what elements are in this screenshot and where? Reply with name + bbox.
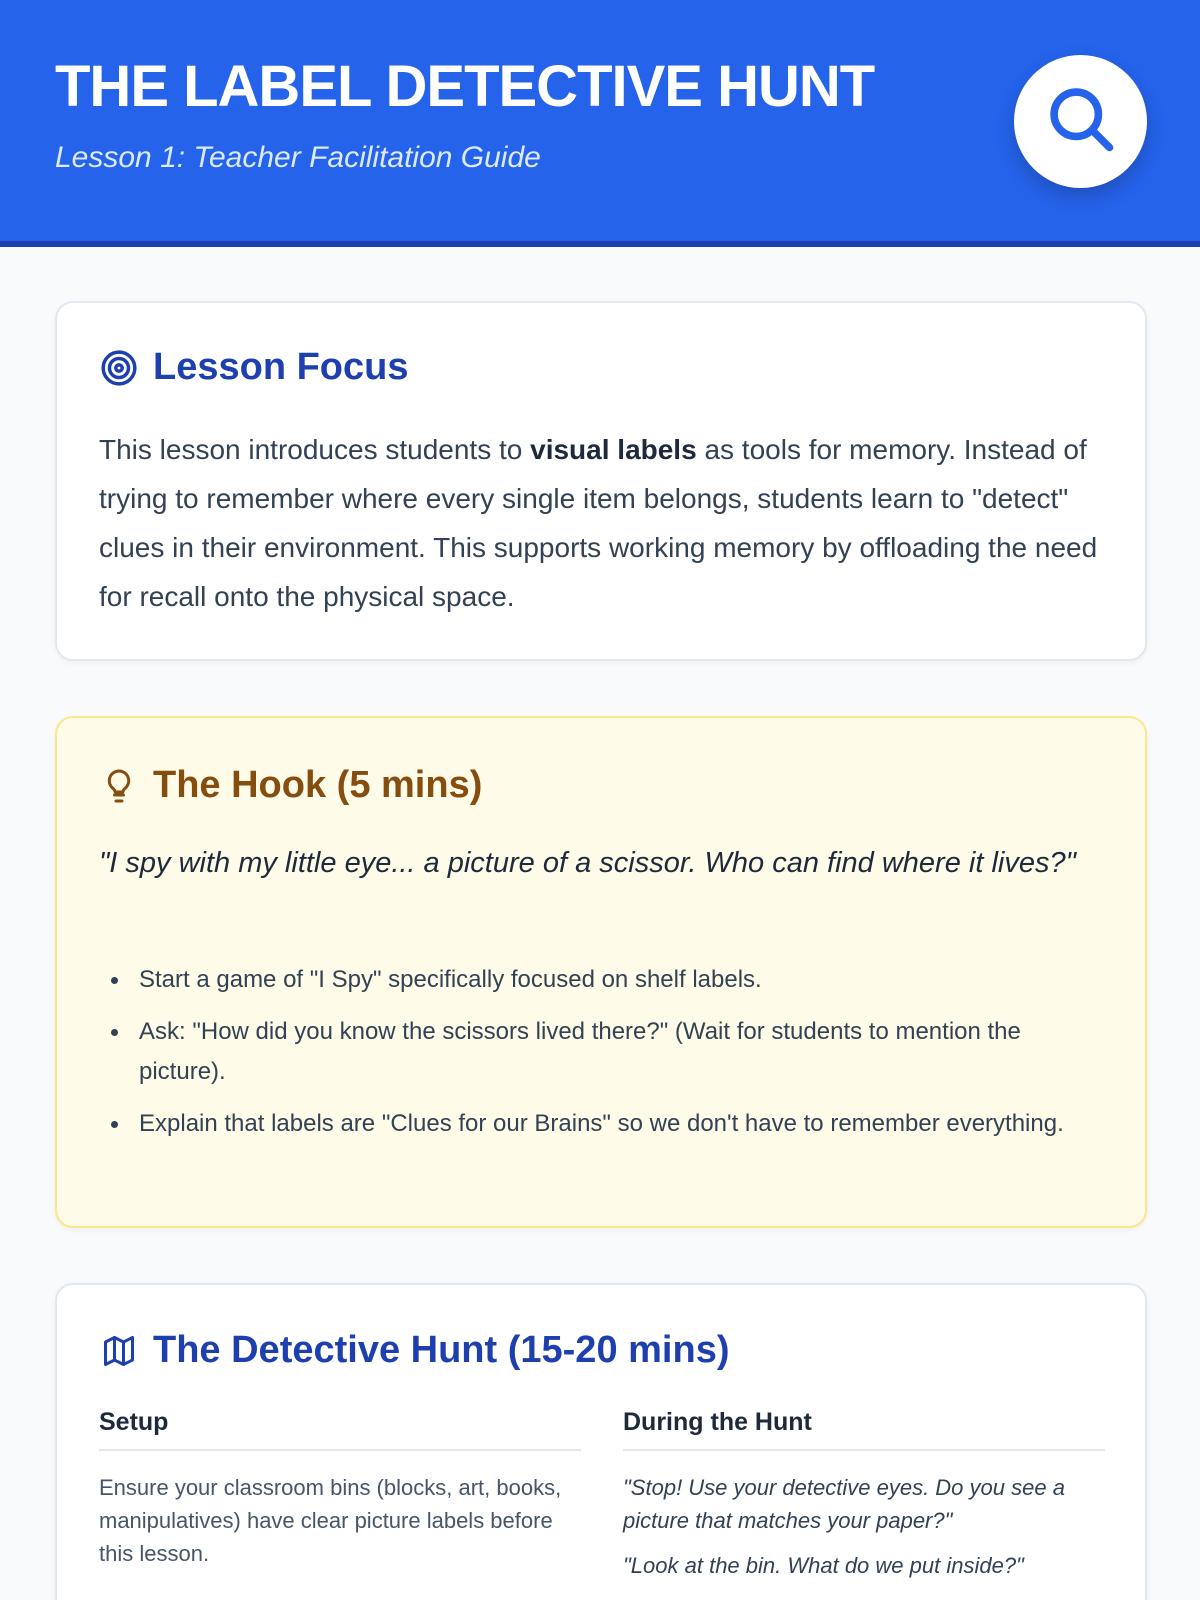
lesson-focus-emphasis: visual labels	[530, 434, 697, 465]
lesson-focus-title: Lesson Focus	[153, 346, 409, 388]
setup-text: Ensure your classroom bins (blocks, art, books, manipulatives) have clear picture labels before this lesson.	[99, 1475, 562, 1566]
map-icon	[99, 1331, 139, 1371]
detective-hunt-title: The Detective Hunt (15-20 mins)	[153, 1329, 730, 1371]
magnifying-glass-icon	[1043, 81, 1119, 162]
lightbulb-icon	[99, 766, 139, 806]
lesson-focus-heading	[99, 346, 409, 389]
setup-column	[99, 1408, 581, 1594]
list-item: Start a game of "I Spy" specifically focused on shelf labels.	[99, 960, 1109, 1000]
page-header	[0, 0, 1200, 247]
hook-card	[55, 716, 1147, 1228]
hook-heading	[99, 764, 482, 807]
header-badge	[1014, 55, 1147, 188]
list-item: Ask: "How did you know the scissors lived there?" (Wait for students to mention the picture).	[99, 1012, 1109, 1092]
setup-title: Setup	[99, 1408, 581, 1451]
target-icon	[99, 348, 139, 388]
during-hunt-quote: "Look at the bin. What do we put inside?"	[623, 1553, 1024, 1578]
page-title: THE LABEL DETECTIVE HUNT	[55, 54, 875, 119]
during-hunt-quote: "Stop! Use your detective eyes. Do you see a picture that matches your paper?"	[623, 1475, 1065, 1533]
lesson-focus-text-end: as tools for memory. Instead of trying to remember where every single item belongs, students learn to "detect" clues in their environment. This supports working memory by offloading the need for recall onto the physical space.	[99, 434, 1098, 612]
page-subtitle: Lesson 1: Teacher Facilitation Guide	[55, 141, 541, 174]
detective-hunt-heading	[99, 1329, 729, 1372]
detective-hunt-card	[55, 1283, 1147, 1600]
hook-list	[99, 960, 1109, 1156]
during-hunt-column	[623, 1408, 1105, 1594]
list-item: Explain that labels are "Clues for our Brains" so we don't have to remember everything.	[99, 1104, 1109, 1144]
lesson-focus-card	[55, 301, 1147, 661]
hook-quote: "I spy with my little eye... a picture of a scissor. Who can find where it lives?"	[99, 847, 1076, 879]
lesson-focus-text-start: This lesson introduces students to	[99, 434, 531, 465]
detective-hunt-columns	[99, 1408, 1105, 1594]
hook-title: The Hook (5 mins)	[153, 764, 483, 806]
lesson-focus-text	[99, 425, 1099, 621]
during-hunt-title: During the Hunt	[623, 1408, 1105, 1451]
